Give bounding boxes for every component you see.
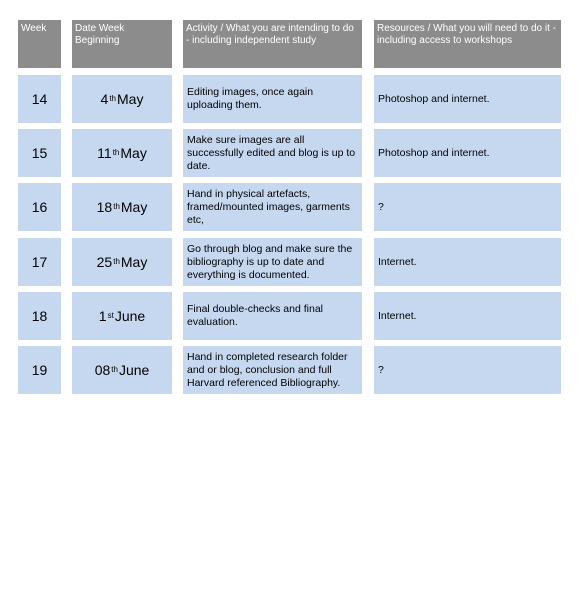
date-month: June	[118, 362, 150, 378]
header-activity: Activity / What you are intending to do - including independent study	[183, 20, 362, 68]
date-cell: 25 th May	[72, 238, 172, 286]
header-date-week-beginning: Date Week Beginning	[72, 20, 172, 68]
activity-cell: Go through blog and make sure the bibliography is up to date and everything is documented.	[183, 238, 362, 286]
week-cell: 18	[18, 292, 61, 340]
date-day: 4	[100, 91, 109, 107]
resources-cell: Photoshop and internet.	[374, 75, 561, 123]
date-day: 08	[94, 362, 111, 378]
week-cell: 17	[18, 238, 61, 286]
date-cell: 1 st June	[72, 292, 172, 340]
date-day: 25	[96, 254, 113, 270]
header-week: Week	[18, 20, 61, 68]
date-cell: 11 th May	[72, 129, 172, 177]
week-cell: 19	[18, 346, 61, 394]
date-day: 1	[98, 308, 107, 324]
date-cell: 18 th May	[72, 183, 172, 231]
resources-cell: ?	[374, 346, 561, 394]
date-month: May	[120, 145, 147, 161]
activity-cell: Hand in completed research folder and or blog, conclusion and full Harvard referenced Bibliography.	[183, 346, 362, 394]
activity-cell: Final double-checks and final evaluation.	[183, 292, 362, 340]
date-day: 18	[96, 199, 113, 215]
resources-cell: Internet.	[374, 292, 561, 340]
week-cell: 14	[18, 75, 61, 123]
activity-cell: Make sure images are all successfully edited and blog is up to date.	[183, 129, 362, 177]
resources-cell: ?	[374, 183, 561, 231]
week-cell: 16	[18, 183, 61, 231]
date-day: 11	[97, 145, 112, 161]
header-resources: Resources / What you will need to do it - including access to workshops	[374, 20, 561, 68]
date-cell: 08 th June	[72, 346, 172, 394]
resources-cell: Photoshop and internet.	[374, 129, 561, 177]
resources-cell: Internet.	[374, 238, 561, 286]
date-month: May	[120, 254, 148, 270]
date-cell: 4 th May	[72, 75, 172, 123]
date-month: May	[120, 199, 148, 215]
date-month: May	[117, 91, 144, 107]
activity-cell: Editing images, once again uploading them.	[183, 75, 362, 123]
date-month: June	[114, 308, 146, 324]
activity-cell: Hand in physical artefacts, framed/mounted images, garments etc,	[183, 183, 362, 231]
week-cell: 15	[18, 129, 61, 177]
